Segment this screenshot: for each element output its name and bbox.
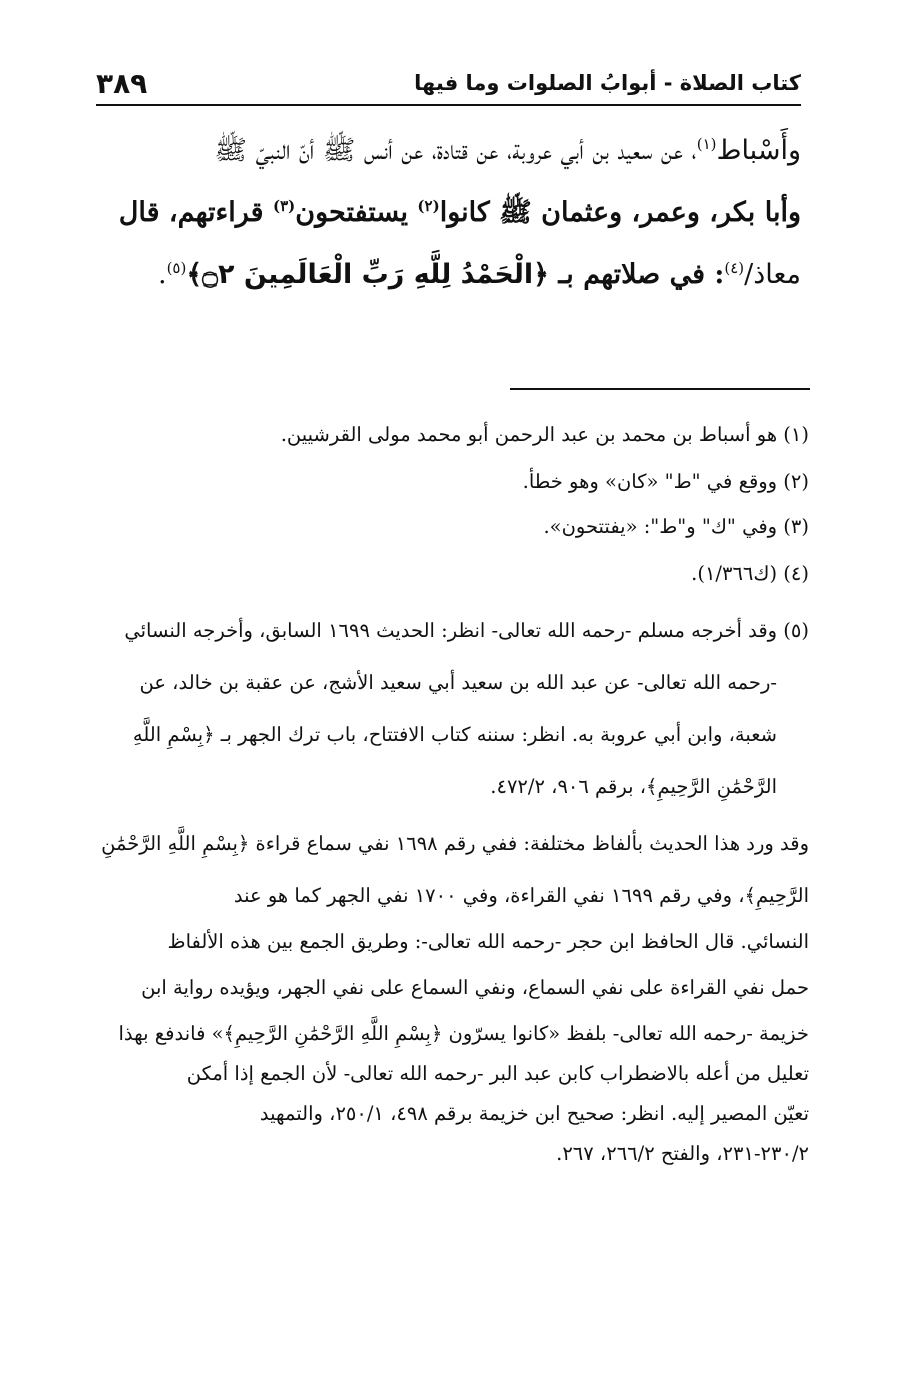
- footnote-5: [100, 605, 809, 813]
- footnote-ref-5[interactable]: (٥): [166, 259, 187, 277]
- text-run: وأبا بكر، وعمر، وعثمان ﷺ كانوا: [439, 197, 801, 228]
- text-run: : في صلاتهم بـ: [549, 259, 725, 290]
- para-line-5: خزيمة -رحمه الله تعالى- بلفظ «كانوا يسرّون ﴿بِسْمِ اللَّهِ الرَّحْمَٰنِ الرَّحِيمِ﴾» فاندفع بهذا: [118, 1022, 809, 1045]
- footnote-5-line-3: شعبة، وابن أبي عروبة به. انظر: سننه كتاب الافتتاح، باب ترك الجهر بـ ﴿بِسْمِ اللَّهِ: [132, 723, 777, 746]
- main-text: [96, 120, 801, 306]
- para-line-1: وقد ورد هذا الحديث بألفاظ مختلفة: ففي رقم ١٦٩٨ نفي سماع قراءة ﴿بِسْمِ اللَّهِ الرَّحْمَٰنِ: [101, 832, 809, 855]
- quran-verse: ﴿الْحَمْدُ لِلَّهِ رَبِّ الْعَالَمِينَ ۝٢﴾: [186, 259, 549, 290]
- running-header: [96, 66, 801, 100]
- para-line-8: ٢٣٠/٢-٢٣١، والفتح ٢٦٦/٢، ٢٦٧.: [556, 1142, 809, 1165]
- text-run: قراءتهم، قال: [118, 197, 273, 228]
- para-line-3: النسائي. قال الحافظ ابن حجر -رحمه الله تعالى-: وطريق الجمع بين هذه الألفاظ: [167, 930, 809, 953]
- para-line-2: الرَّحِيمِ﴾، وفي رقم ١٦٩٩ نفي القراءة، وفي ١٧٠٠ نفي الجهر كما هو عند: [233, 884, 809, 907]
- footnote-2: (٢) ووقع في "ط" «كان» وهو خطأ.: [522, 470, 809, 493]
- footnote-3: (٣) وفي "ك" و"ط": «يفتتحون».: [543, 515, 809, 538]
- header-rule: [96, 104, 801, 106]
- footnote-5-continuation: [100, 818, 809, 1174]
- main-line-3: [96, 244, 801, 306]
- footnote-5-line-4: الرَّحْمَٰنِ الرَّحِيمِ﴾، برقم ٩٠٦، ٤٧٢/٢.: [490, 775, 777, 798]
- text-run: وأَسْباط: [716, 135, 801, 166]
- para-line-4: حمل نفي القراءة على نفي السماع، ونفي السماع على نفي الجهر، ويؤيده رواية ابن: [141, 976, 809, 999]
- footnote-5-line-1: (٥) وقد أخرجه مسلم -رحمه الله تعالى- انظر: الحديث ١٦٩٩ السابق، وأخرجه النسائي: [124, 619, 809, 642]
- main-line-1: [96, 120, 801, 182]
- text-run: ، عن سعيد بن أبي عروبة، عن قتادة، عن أنس ﷺ أنّ النبيّ ﷺ: [214, 135, 697, 166]
- chapter-title: كتاب الصلاة - أبوابُ الصلوات وما فيها: [414, 71, 801, 95]
- footnote-4: (٤) (ك١/٣٦٦).: [691, 562, 809, 585]
- para-line-7: تعيّن المصير إليه. انظر: صحيح ابن خزيمة برقم ٤٩٨، ٢٥٠/١، والتمهيد: [259, 1102, 809, 1125]
- footnote-ref-4[interactable]: (٤): [724, 259, 745, 277]
- footnote-ref-3[interactable]: (٣): [272, 197, 296, 215]
- footnote-ref-2[interactable]: (٢): [417, 197, 440, 215]
- text-run: .: [157, 259, 167, 290]
- footnote-5-line-2: -رحمه الله تعالى- عن عبد الله بن سعيد أبي سعيد الأشج، عن عقبة بن خالد، عن: [139, 671, 777, 694]
- text-run: يستفتحون: [295, 197, 418, 228]
- main-line-2: [96, 182, 801, 244]
- footnote-separator: [510, 388, 810, 390]
- footnote-ref-1[interactable]: (١): [696, 135, 717, 153]
- footnote-1: (١) هو أسباط بن محمد بن عبد الرحمن أبو محمد مولى القرشيين.: [280, 423, 809, 446]
- page-number: ٣٨٩: [96, 66, 148, 100]
- text-run: معاذ/: [744, 259, 801, 290]
- para-line-6: تعليل من أعله بالاضطراب كابن عبد البر -رحمه الله تعالى- لأن الجمع إذا أمكن: [186, 1062, 809, 1085]
